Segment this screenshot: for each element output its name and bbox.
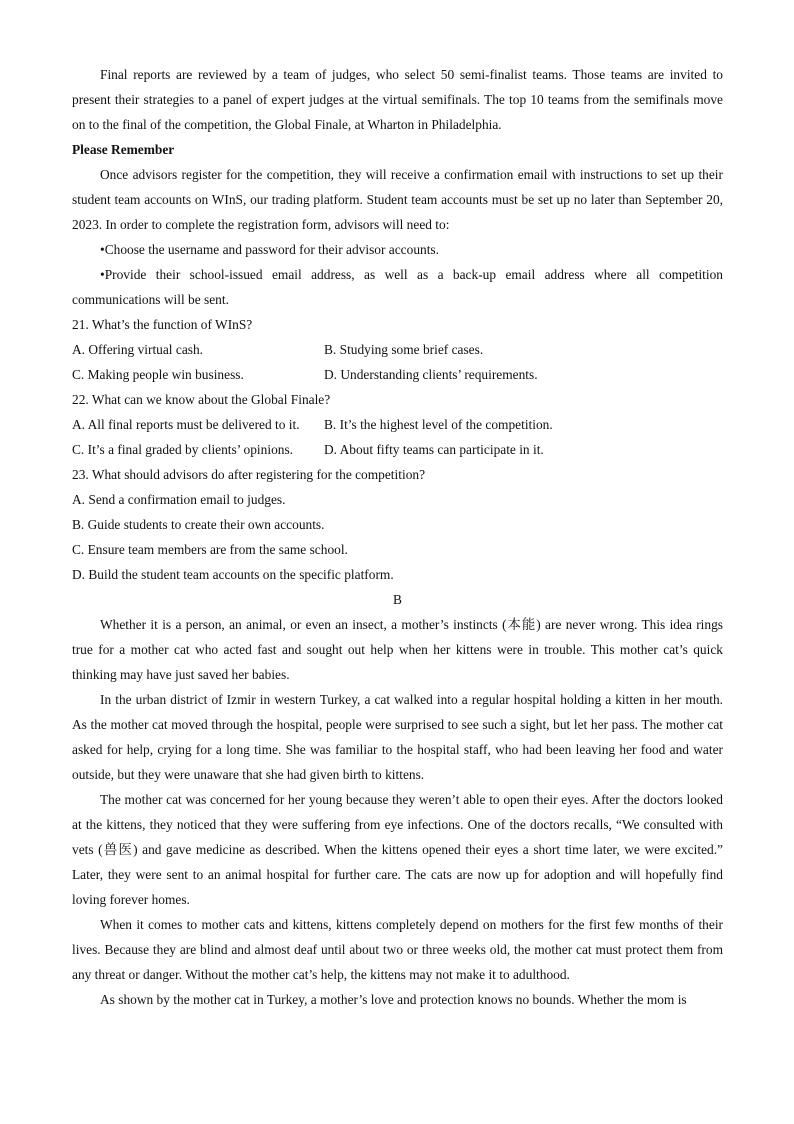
question-21-option-d: D. Understanding clients’ requirements. (324, 367, 538, 382)
please-remember-heading: Please Remember (72, 142, 175, 157)
question-21-stem: 21. What’s the function of WInS? (72, 317, 253, 332)
passage-b-paragraph: The mother cat was concerned for her young because they weren’t able to open their eyes. After the doctors looked at the kittens, they noticed that they were suffering from eye infections. One of the doctors recalls, “We consulted with vets (兽医) and gave medicine as described. When the kittens opened their eyes a short time later, we were excited.” Later, they were sent to an animal hospital for further care. The cats are now up for adoption and will hopefully find loving forever homes. (72, 792, 723, 907)
question-22-option-c: C. It’s a final graded by clients’ opinions. (72, 442, 294, 457)
passage-a-remember-paragraph: Once advisors register for the competition, they will receive a confirmation email with instructions to set up their student team accounts on WInS, our trading platform. Student team accounts must be set up no later than September 20, 2023. In order to complete the registration form, advisors will need to: (72, 167, 723, 232)
question-22-options-row-2 (72, 437, 723, 462)
question-23-option-a: A. Send a confirmation email to judges. (72, 492, 286, 507)
question-21-options-row-2 (72, 362, 723, 387)
question-23-option-b: B. Guide students to create their own accounts. (72, 517, 325, 532)
question-23-stem: 23. What should advisors do after registering for the competition? (72, 467, 426, 482)
question-22-option-b: B. It’s the highest level of the competition. (324, 417, 553, 432)
question-21-option-b: B. Studying some brief cases. (324, 342, 484, 357)
question-23-option-c: C. Ensure team members are from the same school. (72, 542, 348, 557)
exam-page (72, 62, 723, 1012)
bullet-item: •Provide their school-issued email address, as well as a back-up email address where all competition communications will be sent. (72, 267, 723, 307)
passage-b-paragraph: Whether it is a person, an animal, or even an insect, a mother’s instincts (本能) are never wrong. This idea rings true for a mother cat who acted fast and sought out help when her kittens were in trouble. This mother cat’s quick thinking may have just saved her babies. (72, 617, 723, 682)
passage-a-intro-paragraph: Final reports are reviewed by a team of judges, who select 50 semi-finalist teams. Those teams are invited to present their strategies to a panel of expert judges at the virtual semifinals. The top 10 teams from the semifinals move on to the final of the competition, the Global Finale, at Wharton in Philadelphia. (72, 67, 723, 132)
question-22-option-a: A. All final reports must be delivered to it. (72, 417, 300, 432)
passage-b-paragraph: When it comes to mother cats and kittens, kittens completely depend on mothers for the first few months of their lives. Because they are blind and almost deaf until about two or three weeks old, the mother cat must protect them from any threat or danger. Without the mother cat’s help, the kittens may not make it to adulthood. (72, 917, 723, 982)
question-21-option-a: A. Offering virtual cash. (72, 342, 204, 357)
bullet-item: •Choose the username and password for their advisor accounts. (100, 242, 439, 257)
question-22-options-row-1 (72, 412, 723, 437)
passage-b-paragraph: As shown by the mother cat in Turkey, a mother’s love and protection knows no bounds. Whether the mom is (100, 992, 687, 1007)
question-23-option-d: D. Build the student team accounts on the specific platform. (72, 567, 394, 582)
question-21-options-row-1 (72, 337, 723, 362)
question-22-option-d: D. About fifty teams can participate in it. (324, 442, 544, 457)
passage-b-paragraph: In the urban district of Izmir in western Turkey, a cat walked into a regular hospital holding a kitten in her mouth. As the mother cat moved through the hospital, people were surprised to see such a sight, but let her pass. The mother cat asked for help, crying for a long time. She was familiar to the hospital staff, who had been leaving her food and water outside, but they were unaware that she had given birth to kittens. (72, 692, 723, 782)
question-21-option-c: C. Making people win business. (72, 367, 244, 382)
passage-b-letter: B (393, 592, 402, 607)
question-22-stem: 22. What can we know about the Global Finale? (72, 392, 331, 407)
